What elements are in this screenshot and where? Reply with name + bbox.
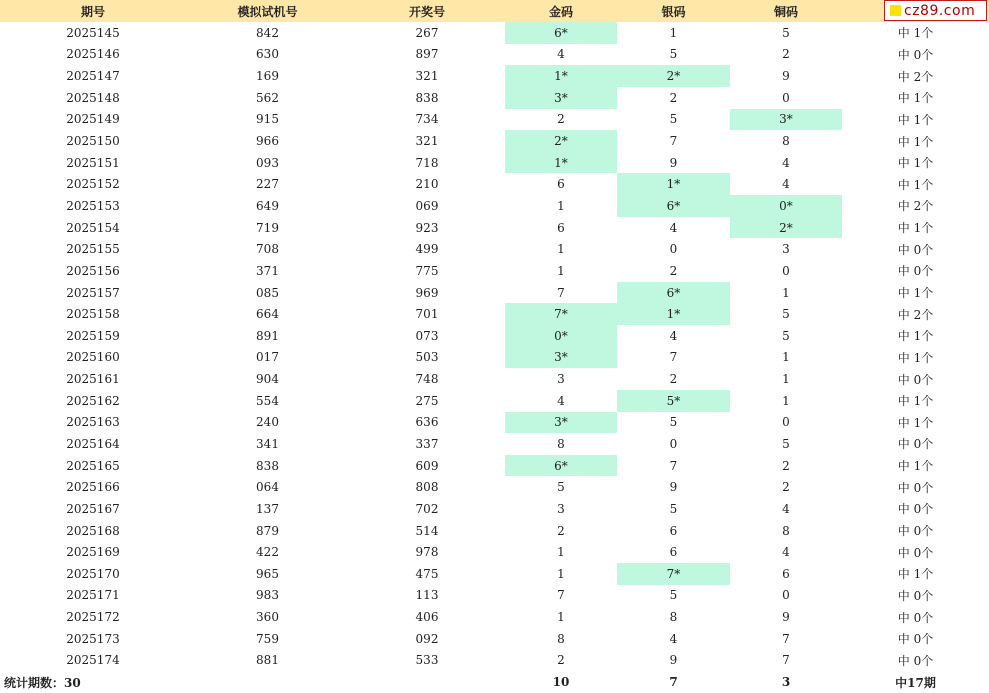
- cell-issue: 2025148: [66, 90, 120, 105]
- cell-issue: 2025171: [66, 588, 120, 603]
- cell-result: 中 0个: [897, 264, 934, 279]
- cell-silver: 6: [669, 545, 678, 560]
- cell-copper: 2*: [730, 217, 842, 239]
- cell-issue: 2025158: [66, 307, 120, 322]
- cell-copper: 1: [782, 393, 790, 408]
- cell-copper: 5: [782, 307, 790, 322]
- cell-draw: 503: [415, 350, 439, 365]
- cell-sim: 904: [256, 372, 279, 387]
- cell-issue: 2025166: [66, 480, 120, 495]
- header-draw: 开奖号: [349, 0, 505, 22]
- cell-gold: 2: [557, 112, 565, 127]
- cell-result: 中 1个: [897, 134, 934, 149]
- cell-issue: 2025170: [66, 566, 120, 581]
- cell-result: 中 0个: [897, 372, 934, 387]
- cell-sim: 562: [256, 90, 279, 105]
- cell-issue: 2025157: [66, 285, 120, 300]
- cell-draw: 475: [415, 566, 439, 581]
- cell-issue: 2025146: [66, 47, 120, 62]
- table-row: [0, 87, 989, 109]
- cell-sim: 227: [256, 177, 279, 192]
- cell-result: 中 1个: [897, 286, 934, 300]
- cell-draw: 978: [415, 545, 439, 560]
- cell-gold: 1: [557, 263, 565, 278]
- cell-sim: 137: [256, 501, 279, 516]
- cell-issue: 2025173: [66, 631, 120, 646]
- cell-draw: 775: [415, 263, 439, 278]
- cell-sim: 881: [256, 653, 279, 668]
- cell-result: 中 2个: [897, 307, 934, 322]
- header-copper: 铜码: [730, 0, 842, 22]
- cell-sim: 360: [256, 610, 279, 625]
- cell-draw: 533: [415, 653, 439, 668]
- cell-sim: 093: [256, 155, 279, 170]
- cell-silver: 7*: [617, 563, 730, 585]
- cell-sim: 838: [256, 458, 279, 473]
- cell-draw: 337: [415, 436, 439, 451]
- cell-silver: 7: [669, 350, 678, 365]
- cell-sim: 630: [256, 47, 279, 62]
- table-row: [0, 541, 989, 563]
- cell-silver: 5: [669, 501, 678, 516]
- table-row: [0, 173, 989, 195]
- cell-copper: 1: [782, 285, 790, 300]
- cell-issue: 2025149: [66, 112, 120, 127]
- cell-gold: 3*: [505, 347, 617, 369]
- cell-sim: 842: [256, 25, 279, 40]
- cell-result: 中 0个: [897, 588, 934, 603]
- cell-gold: 5: [557, 480, 565, 495]
- cell-draw: 210: [415, 177, 439, 192]
- cell-silver: 0: [669, 436, 678, 451]
- cell-issue: 2025169: [66, 545, 120, 560]
- cell-issue: 2025152: [66, 177, 120, 192]
- cell-draw: 499: [415, 242, 439, 257]
- cell-silver: 7: [669, 458, 678, 473]
- cell-gold: 2*: [505, 130, 617, 152]
- cell-sim: 966: [256, 134, 279, 149]
- table-row: [0, 563, 989, 585]
- footer-silver-total: 7: [669, 675, 678, 690]
- table-row: [0, 498, 989, 520]
- cell-gold: 1: [557, 610, 565, 625]
- cell-sim: 085: [256, 285, 279, 300]
- cell-copper: 4: [782, 501, 790, 516]
- table-row: [0, 390, 989, 412]
- cell-gold: 6: [557, 220, 565, 235]
- cell-result: 中 1个: [897, 567, 934, 582]
- cell-silver: 4: [669, 220, 678, 235]
- table-header: [0, 0, 989, 22]
- table-row: [0, 455, 989, 477]
- cell-sim: 664: [256, 307, 279, 322]
- footer-result-total: 中17期: [895, 675, 936, 690]
- header-sim: 模拟试机号: [186, 0, 349, 22]
- header-issue: 期号: [0, 0, 186, 22]
- cell-result: 中 1个: [897, 415, 934, 430]
- cell-issue: 2025167: [66, 501, 120, 516]
- cell-gold: 7*: [505, 303, 617, 325]
- cell-sim: 422: [256, 545, 279, 560]
- cell-sim: 915: [256, 112, 279, 127]
- cell-result: 中 0个: [897, 480, 934, 495]
- cell-result: 中 1个: [897, 26, 934, 41]
- cell-issue: 2025172: [66, 610, 120, 625]
- cell-draw: 734: [415, 112, 439, 127]
- table-row: [0, 368, 989, 390]
- cell-issue: 2025174: [66, 653, 120, 668]
- cell-issue: 2025155: [66, 242, 120, 257]
- cell-draw: 748: [415, 372, 439, 387]
- table-row: [0, 44, 989, 66]
- cell-silver: 5: [669, 415, 678, 430]
- cell-draw: 092: [415, 631, 439, 646]
- cell-draw: 969: [415, 285, 439, 300]
- cell-silver: 8: [669, 610, 678, 625]
- cell-draw: 321: [415, 69, 439, 84]
- cell-issue: 2025163: [66, 415, 120, 430]
- cell-silver: 0: [669, 242, 678, 257]
- cell-silver: 5*: [617, 390, 730, 412]
- cell-sim: 554: [256, 393, 279, 408]
- cell-gold: 1*: [505, 65, 617, 87]
- cell-gold: 4: [557, 47, 565, 62]
- cell-draw: 701: [415, 307, 439, 322]
- cell-draw: 267: [415, 25, 439, 40]
- table-row: [0, 476, 989, 498]
- cell-draw: 406: [415, 610, 439, 625]
- cell-gold: 4: [557, 393, 565, 408]
- cell-copper: 4: [782, 177, 790, 192]
- cell-issue: 2025162: [66, 393, 120, 408]
- footer-count-label: 统计期数：30: [4, 675, 81, 690]
- cell-sim: 708: [256, 242, 279, 257]
- cell-copper: 3*: [730, 109, 842, 131]
- cell-gold: 8: [557, 436, 565, 451]
- cell-draw: 275: [415, 393, 439, 408]
- cell-issue: 2025147: [66, 69, 120, 84]
- cell-silver: 1*: [617, 173, 730, 195]
- cell-sim: 064: [256, 480, 279, 495]
- cell-gold: 2: [557, 653, 565, 668]
- cell-silver: 4: [669, 631, 678, 646]
- cell-result: 中 1个: [897, 156, 934, 171]
- cell-sim: 965: [256, 566, 279, 581]
- cell-gold: 2: [557, 523, 565, 538]
- cell-issue: 2025165: [66, 458, 120, 473]
- cell-silver: 9: [669, 155, 678, 170]
- cell-gold: 1: [557, 242, 565, 257]
- cell-result: 中 1个: [897, 350, 934, 365]
- header-gold: 金码: [505, 0, 617, 22]
- cell-result: 中 1个: [897, 177, 934, 192]
- cell-copper: 7: [782, 631, 790, 646]
- cell-copper: 0: [782, 263, 790, 278]
- table-row: [0, 260, 989, 282]
- cell-result: 中 0个: [897, 47, 934, 62]
- table-row: [0, 109, 989, 131]
- cell-result: 中 0个: [897, 437, 934, 452]
- table-row: [0, 217, 989, 239]
- cell-gold: 6*: [505, 22, 617, 44]
- cell-silver: 5: [669, 112, 678, 127]
- cell-issue: 2025154: [66, 220, 120, 235]
- table-row: [0, 65, 989, 87]
- cell-copper: 9: [782, 610, 790, 625]
- cell-gold: 1*: [505, 152, 617, 174]
- cell-gold: 1: [557, 545, 565, 560]
- cell-sim: 371: [256, 263, 279, 278]
- logo-text: cz89.com: [904, 2, 976, 19]
- cell-draw: 073: [415, 328, 439, 343]
- table-row: [0, 628, 989, 650]
- cell-draw: 321: [415, 134, 439, 149]
- cell-result: 中 0个: [897, 524, 934, 539]
- cell-issue: 2025168: [66, 523, 120, 538]
- cell-silver: 9: [669, 480, 678, 495]
- cell-result: 中 1个: [897, 329, 934, 344]
- table-row: [0, 585, 989, 607]
- table-row: [0, 303, 989, 325]
- cell-result: 中 1个: [897, 394, 934, 409]
- cell-silver: 6*: [617, 195, 730, 217]
- footer-gold-total: 10: [552, 675, 570, 690]
- cell-result: 中 1个: [897, 221, 934, 236]
- table-row: [0, 130, 989, 152]
- cell-gold: 7: [557, 588, 565, 603]
- cell-issue: 2025161: [66, 372, 120, 387]
- cell-copper: 8: [782, 134, 790, 149]
- cell-copper: 1: [782, 372, 790, 387]
- cell-issue: 2025160: [66, 350, 120, 365]
- cell-silver: 6*: [617, 282, 730, 304]
- cell-sim: 891: [256, 328, 279, 343]
- cell-issue: 2025156: [66, 263, 120, 278]
- table-footer: [0, 671, 989, 693]
- header-silver: 银码: [617, 0, 730, 22]
- cell-result: 中 2个: [897, 69, 934, 84]
- cell-result: 中 1个: [897, 91, 934, 106]
- cell-silver: 2: [669, 263, 678, 278]
- cell-gold: 7: [557, 285, 565, 300]
- cell-silver: 5: [669, 47, 678, 62]
- cell-silver: 2: [669, 90, 678, 105]
- cell-gold: 6: [557, 177, 565, 192]
- footer-copper-total: 3: [781, 675, 791, 690]
- cell-copper: 2: [782, 480, 790, 495]
- cell-copper: 2: [782, 47, 790, 62]
- cell-copper: 9: [782, 69, 790, 84]
- cell-silver: 9: [669, 653, 678, 668]
- cell-copper: 4: [782, 155, 790, 170]
- cell-gold: 0*: [505, 325, 617, 347]
- cell-gold: 1: [557, 566, 565, 581]
- cell-gold: 3: [557, 372, 565, 387]
- cell-sim: 649: [256, 198, 279, 213]
- cell-copper: 5: [782, 328, 790, 343]
- table-row: [0, 152, 989, 174]
- cell-draw: 609: [415, 458, 439, 473]
- cell-silver: 7: [669, 134, 678, 149]
- cell-sim: 341: [256, 436, 279, 451]
- cell-copper: 6: [782, 566, 790, 581]
- cell-gold: 8: [557, 631, 565, 646]
- cell-result: 中 1个: [897, 459, 934, 474]
- cell-gold: 3*: [505, 412, 617, 434]
- cell-issue: 2025151: [66, 155, 120, 170]
- cell-silver: 5: [669, 588, 678, 603]
- table-row: [0, 282, 989, 304]
- cell-silver: 2: [669, 372, 678, 387]
- cell-result: 中 0个: [897, 242, 934, 257]
- table-row: [0, 238, 989, 260]
- cell-copper: 8: [782, 523, 790, 538]
- cell-draw: 514: [415, 523, 439, 538]
- cell-gold: 6*: [505, 455, 617, 477]
- cell-copper: 0*: [730, 195, 842, 217]
- cell-gold: 1: [557, 198, 565, 213]
- cell-copper: 5: [782, 436, 790, 451]
- cell-sim: 169: [256, 69, 279, 84]
- cell-silver: 1: [669, 25, 678, 40]
- cell-sim: 240: [256, 415, 279, 430]
- cell-sim: 759: [256, 631, 279, 646]
- cell-copper: 0: [782, 588, 790, 603]
- cell-draw: 636: [415, 415, 439, 430]
- cell-result: 中 0个: [897, 632, 934, 647]
- cell-silver: 6: [669, 523, 678, 538]
- cell-issue: 2025159: [66, 328, 120, 343]
- cell-result: 中 2个: [897, 199, 934, 214]
- site-logo[interactable]: [884, 0, 987, 21]
- cell-issue: 2025145: [66, 25, 120, 40]
- cell-silver: 2*: [617, 65, 730, 87]
- cell-sim: 719: [256, 220, 279, 235]
- cell-issue: 2025153: [66, 198, 120, 213]
- cell-copper: 0: [782, 415, 790, 430]
- table-row: [0, 22, 989, 44]
- cell-draw: 838: [415, 90, 439, 105]
- cell-draw: 923: [415, 220, 439, 235]
- table-row: [0, 412, 989, 434]
- table-row: [0, 347, 989, 369]
- cell-copper: 0: [782, 90, 790, 105]
- table-row: [0, 325, 989, 347]
- cell-draw: 897: [415, 47, 439, 62]
- cell-draw: 113: [415, 588, 439, 603]
- table-row: [0, 520, 989, 542]
- cell-silver: 1*: [617, 303, 730, 325]
- cell-result: 中 1个: [897, 112, 934, 127]
- cell-gold: 3*: [505, 87, 617, 109]
- cell-copper: 2: [782, 458, 790, 473]
- table-row: [0, 195, 989, 217]
- cell-result: 中 0个: [897, 545, 934, 560]
- cell-copper: 7: [782, 653, 790, 668]
- cell-copper: 4: [782, 545, 790, 560]
- cell-silver: 4: [669, 328, 678, 343]
- cell-issue: 2025164: [66, 436, 120, 451]
- cell-result: 中 0个: [897, 653, 934, 668]
- cell-result: 中 0个: [897, 610, 934, 625]
- table-row: [0, 433, 989, 455]
- cell-sim: 017: [256, 350, 279, 365]
- cell-draw: 702: [415, 501, 439, 516]
- cell-issue: 2025150: [66, 134, 120, 149]
- cell-copper: 1: [782, 350, 790, 365]
- cell-copper: 5: [782, 25, 790, 40]
- table-row: [0, 606, 989, 628]
- table-row: [0, 650, 989, 672]
- cell-gold: 3: [557, 501, 565, 516]
- cell-result: 中 0个: [897, 502, 934, 517]
- cell-draw: 069: [415, 198, 439, 213]
- cell-sim: 983: [256, 588, 279, 603]
- cell-draw: 808: [415, 480, 439, 495]
- cell-copper: 3: [782, 242, 790, 257]
- cell-draw: 718: [415, 155, 439, 170]
- cell-sim: 879: [256, 523, 279, 538]
- table-body: [0, 22, 989, 671]
- logo-square-icon: [890, 5, 901, 16]
